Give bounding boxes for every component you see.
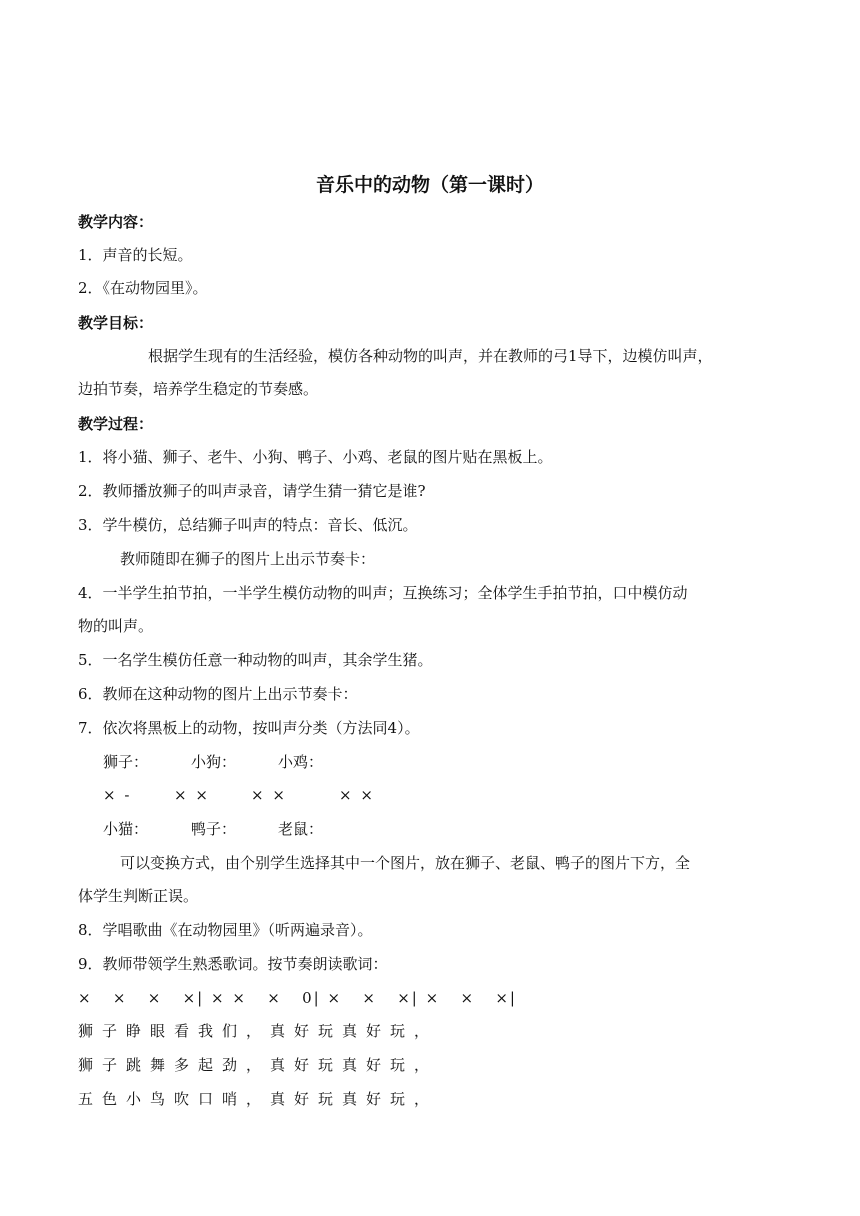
animal-duck-label: 鸭子： <box>191 820 237 838</box>
step-5: 5．一名学生模仿任意一种动物的叫声，其余学生猪。 <box>78 651 433 669</box>
animal-dog-label: 小狗： <box>191 753 237 771</box>
rhythm-dog: × × <box>174 786 210 804</box>
lyric-rhythm-line: × × × ×| × × × 0| × × ×| × × ×| <box>78 989 517 1007</box>
step-2: 2．教师播放狮子的叫声录音，请学生猜一猜它是谁? <box>78 482 426 500</box>
lyric-line-2: 狮子跳舞多起劲，真好玩真好玩， <box>78 1056 439 1074</box>
goal-line-2: 边拍节奏，培养学生稳定的节奏感。 <box>78 380 319 398</box>
animal-lion-label: 狮子： <box>103 753 149 771</box>
process-heading: 教学过程： <box>78 415 154 433</box>
rhythm-chick: × × <box>251 786 287 804</box>
lyric-line-3: 五色小鸟吹口哨，真好玩真好玩， <box>78 1090 439 1108</box>
step-3: 3．学牛模仿，总结狮子叫声的特点：音长、低沉。 <box>78 516 418 534</box>
content-heading: 教学内容： <box>78 213 154 231</box>
step-7: 7．依次将黑板上的动物，按叫声分类（方法同4）。 <box>78 719 420 737</box>
step-4-line-1: 4．一半学生拍节拍，一半学生模仿动物的叫声；互换练习；全体学生手拍节拍，口中模仿动 <box>78 584 688 602</box>
content-item-2: 2．《在动物园里》。 <box>78 279 208 297</box>
step-1: 1．将小猫、狮子、老牛、小狗、鸭子、小鸡、老鼠的图片贴在黑板上。 <box>78 448 553 466</box>
step-6: 6．教师在这种动物的图片上出示节奏卡： <box>78 685 358 703</box>
step-8: 8．学唱歌曲《在动物园里》（听两遍录音）。 <box>78 921 373 939</box>
lyric-line-1: 狮子睁眼看我们，真好玩真好玩， <box>78 1022 439 1040</box>
step-7-note-line-1: 可以变换方式，由个别学生选择其中一个图片，放在狮子、老鼠、鸭子的图片下方，全 <box>120 854 691 872</box>
goal-line-1: 根据学生现有的生活经验，模仿各种动物的叫声，并在教师的弓1导下，边模仿叫声， <box>148 347 713 365</box>
goal-heading: 教学目标： <box>78 314 154 332</box>
animal-cat-label: 小猫： <box>103 820 149 838</box>
animal-chick-label: 小鸡： <box>278 753 324 771</box>
step-7-note-line-2: 体学生判断正误。 <box>78 887 199 905</box>
rhythm-extra: × × <box>339 786 375 804</box>
rhythm-lion: × - <box>103 786 132 804</box>
step-4-line-2: 物的叫声。 <box>78 617 154 635</box>
content-item-1: 1．声音的长短。 <box>78 246 193 264</box>
page-title: 音乐中的动物（第一课时） <box>315 174 544 196</box>
step-9: 9．教师带领学生熟悉歌词。按节奏朗读歌词： <box>78 955 388 973</box>
step-3-note: 教师随即在狮子的图片上出示节奏卡： <box>120 550 376 568</box>
animal-mouse-label: 老鼠： <box>278 820 324 838</box>
